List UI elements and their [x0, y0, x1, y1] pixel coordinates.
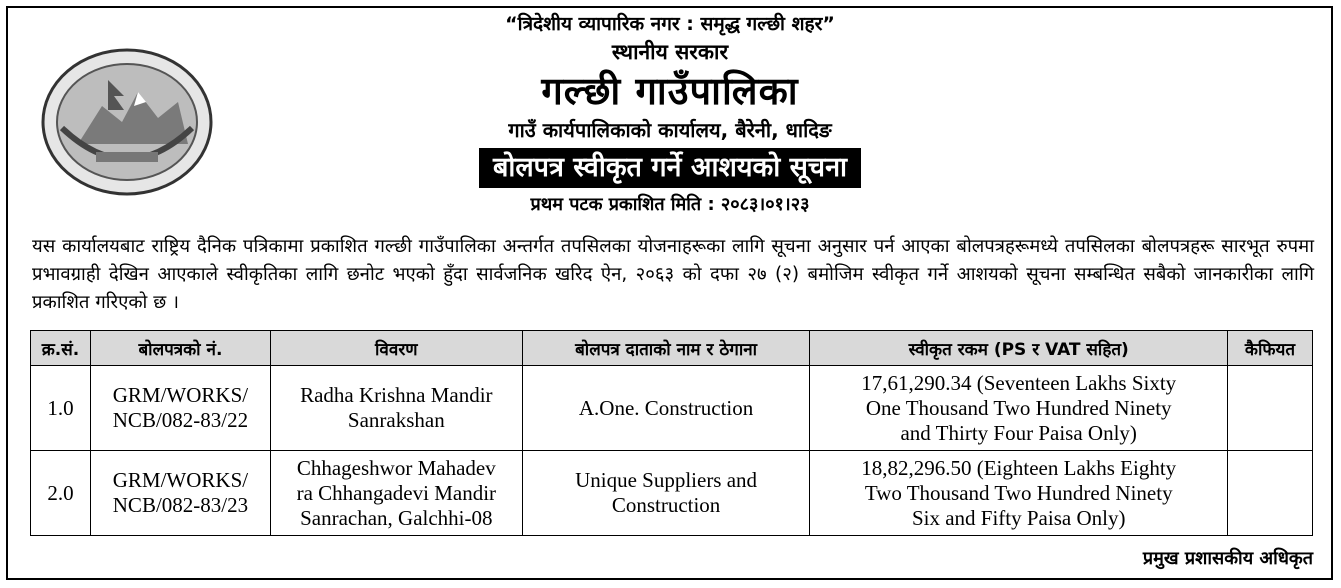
cell-remarks — [1227, 366, 1312, 451]
notice-header — [240, 10, 1100, 220]
cell-sn: 1.0 — [31, 366, 91, 451]
notice-title: बोलपत्र स्वीकृत गर्ने आशयको सूचना — [479, 148, 861, 188]
signature-title: प्रमुख प्रशासकीय अधिकृत — [1142, 548, 1313, 569]
notice-title-wrap — [240, 148, 1100, 188]
table-row — [31, 366, 1313, 451]
government-label: स्थानीय सरकार — [611, 40, 729, 64]
table-row — [31, 451, 1313, 536]
cell-bid-no: GRM/WORKS/ NCB/082-83/22 — [90, 366, 270, 451]
published-date: प्रथम पटक प्रकाशित मिति : २०८३।०१।२३ — [530, 194, 810, 215]
table-header-row — [31, 331, 1313, 366]
cell-amount: 18,82,296.50 (Eighteen Lakhs Eighty Two Thousand Two Hundred Ninety Six and Fifty Paisa Only) — [810, 451, 1228, 536]
cell-description: Chhageshwor Mahadev ra Chhangadevi Mandir Sanrachan, Galchhi-08 — [270, 451, 522, 536]
municipality-name: गल्छी गाउँपालिका — [541, 69, 799, 113]
cell-description: Radha Krishna Mandir Sanrakshan — [270, 366, 522, 451]
column-header-bidder: बोलपत्र दाताको नाम र ठेगाना — [522, 331, 810, 366]
cell-bid-no: GRM/WORKS/ NCB/082-83/23 — [90, 451, 270, 536]
cell-remarks — [1227, 451, 1312, 536]
slogan: “त्रिदेशीय व्यापारिक नगर : समृद्ध गल्छी शहर” — [505, 13, 835, 35]
cell-bidder: A.One. Construction — [522, 366, 810, 451]
notice-body: यस कार्यालयबाट राष्ट्रिय दैनिक पत्रिकामा प्रकाशित गल्छी गाउँपालिका अन्तर्गत तपसिलका योजनाहरूका लागि सूचना अनुसार पर्न आएका बोलपत्रहरूमध्ये तपसिलका बोलपत्रहरू सारभूत रुपमा प्रभावग्राही देखिन आएकाले स्वीकृतिका लागि छनोट भएको हुँदा सार्वजनिक खरिद ऐन, २०६३ को दफा २७ (२) बमोजिम स्वीकृत गर्ने आशयको सूचना सम्बन्धित सबैको जानकारीका लागि प्रकाशित गरिएको छ । — [32, 236, 1314, 313]
column-header-description: विवरण — [270, 331, 522, 366]
nepal-government-emblem-icon — [38, 40, 216, 198]
cell-amount: 17,61,290.34 (Seventeen Lakhs Sixty One Thousand Two Hundred Ninety and Thirty Four Paisa Only) — [810, 366, 1228, 451]
column-header-bid-no: बोलपत्रको नं. — [90, 331, 270, 366]
column-header-sn: क्र.सं. — [31, 331, 91, 366]
column-header-amount: स्वीकृत रकम (PS र VAT सहित) — [810, 331, 1228, 366]
approved-bids-table — [30, 330, 1313, 536]
cell-sn: 2.0 — [31, 451, 91, 536]
office-address: गाउँ कार्यपालिकाको कार्यालय, बैरेनी, धादिङ — [508, 118, 832, 142]
column-header-remarks: कैफियत — [1227, 331, 1312, 366]
cell-bidder: Unique Suppliers and Construction — [522, 451, 810, 536]
